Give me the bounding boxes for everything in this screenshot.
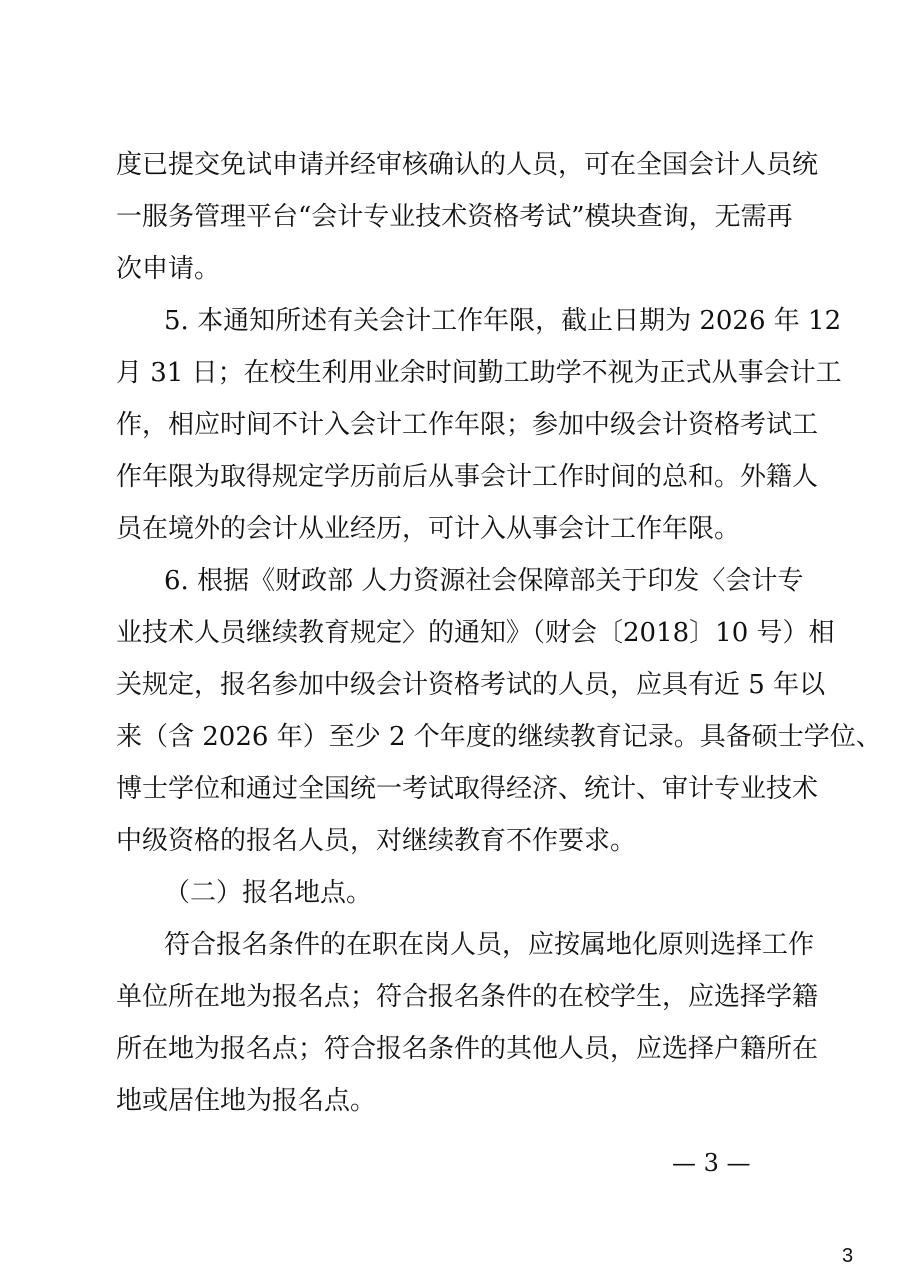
paragraph-line: 来（含 2026 年）至少 2 个年度的继续教育记录。具备硕士学位、: [116, 722, 882, 752]
paragraph-line: 作年限为取得规定学历前后从事会计工作时间的总和。外籍人: [116, 462, 819, 492]
paragraph-line: 所在地为报名点；符合报名条件的其他人员，应选择户籍所在: [116, 1034, 819, 1064]
section-heading: （二）报名地点。: [164, 878, 373, 908]
paragraph-line: 地或居住地为报名点。: [116, 1086, 377, 1116]
paragraph-line: 6. 根据《财政部 人力资源社会保障部关于印发〈会计专: [164, 566, 804, 596]
paragraph-line: 符合报名条件的在职在岗人员，应按属地化原则选择工作: [164, 930, 815, 960]
paragraph-line: 作，相应时间不计入会计工作年限；参加中级会计资格考试工: [116, 410, 819, 440]
paragraph-line: 博士学位和通过全国统一考试取得经济、统计、审计专业技术: [116, 774, 819, 804]
paragraph-line: 单位所在地为报名点；符合报名条件的在校学生，应选择学籍: [116, 982, 819, 1012]
paragraph-line: 业技术人员继续教育规定〉的通知》（财会〔2018〕10 号）相: [116, 618, 835, 648]
paragraph-line: 员在境外的会计从业经历，可计入从事会计工作年限。: [116, 514, 741, 544]
paragraph-line: 度已提交免试申请并经审核确认的人员，可在全国会计人员统: [116, 150, 819, 180]
page-number-corner: 3: [842, 1245, 854, 1267]
page-number-footer: — 3 —: [672, 1149, 751, 1177]
paragraph-line: 月 31 日；在校生利用业余时间勤工助学不视为正式从事会计工: [116, 358, 842, 388]
paragraph-line: 次申请。: [116, 254, 221, 284]
paragraph-line: 5. 本通知所述有关会计工作年限，截止日期为 2026 年 12: [164, 306, 842, 336]
paragraph-line: 中级资格的报名人员，对继续教育不作要求。: [116, 826, 637, 856]
paragraph-line: 关规定，报名参加中级会计资格考试的人员，应具有近 5 年以: [116, 670, 826, 700]
paragraph-line: 一服务管理平台“会计专业技术资格考试”模块查询，无需再: [116, 202, 793, 232]
